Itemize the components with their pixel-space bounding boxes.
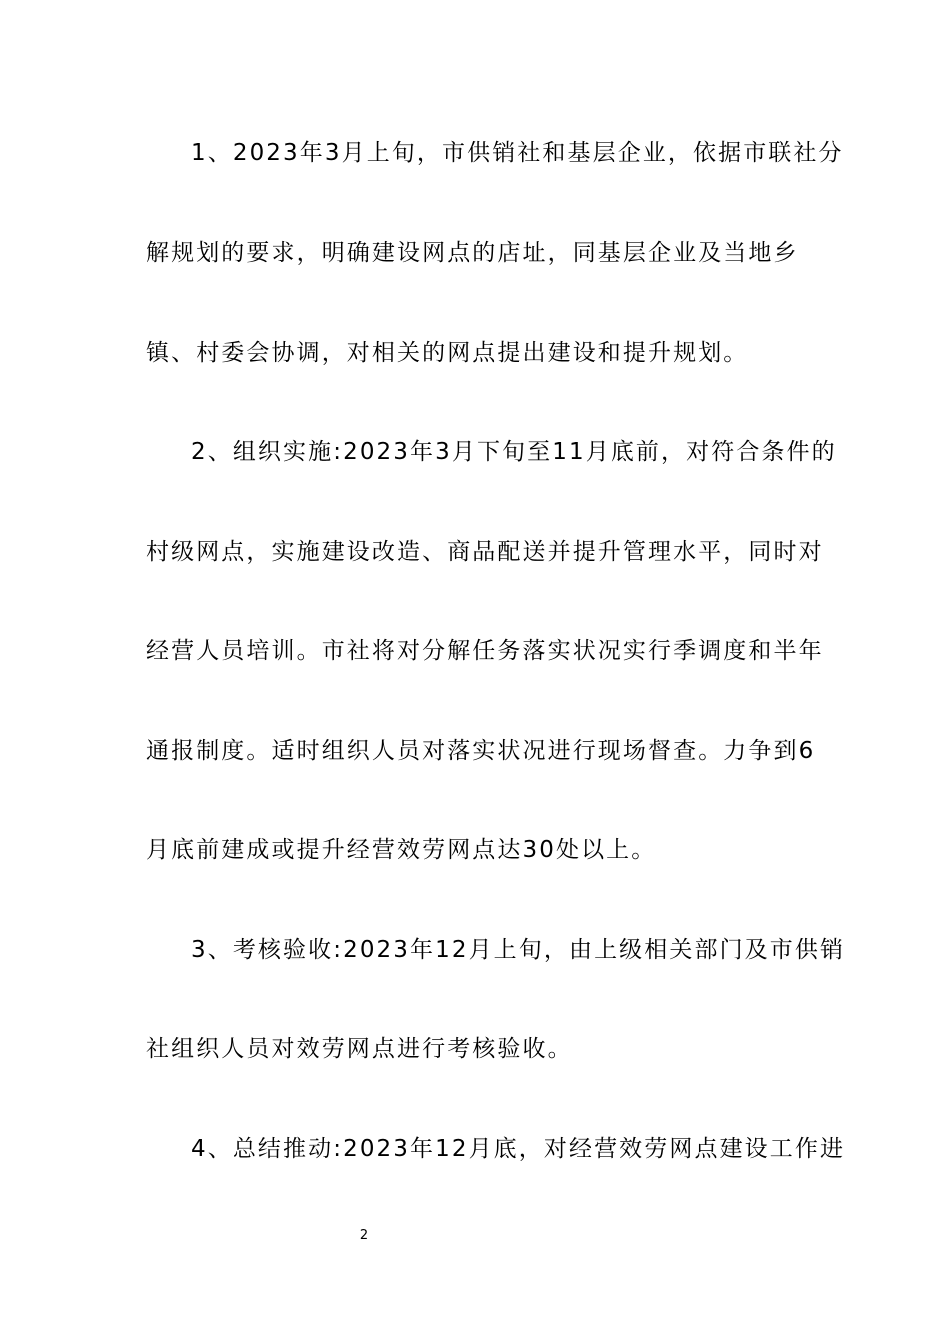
paragraph-2-line-2: 村级网点，实施建设改造、商品配送并提升管理水平，同时对 [146,539,824,565]
paragraph-1-line-2: 解规划的要求，明确建设网点的店址，同基层企业及当地乡 [146,240,799,266]
paragraph-2-line-5: 月底前建成或提升经营效劳网点达30处以上。 [146,837,657,863]
paragraph-3-line-1: 3、考核验收:2023年12月上旬，由上级相关部门及市供销 [191,937,846,963]
paragraph-3-line-2: 社组织人员对效劳网点进行考核验收。 [146,1036,573,1062]
paragraph-2-line-3: 经营人员培训。市社将对分解任务落实状况实行季调度和半年 [146,638,824,664]
paragraph-1-line-3: 镇、村委会协调，对相关的网点提出建设和提升规划。 [146,340,749,366]
paragraph-2-line-1: 2、组织实施:2023年3月下旬至11月底前，对符合条件的 [191,439,837,465]
paragraph-2-line-4: 通报制度。适时组织人员对落实状况进行现场督查。力争到6 [146,738,816,764]
page-number: 2 [359,1228,369,1243]
paragraph-1-line-1: 1、2023年3月上旬，市供销社和基层企业，依据市联社分 [191,140,844,166]
paragraph-4-line-1: 4、总结推动:2023年12月底，对经营效劳网点建设工作进 [191,1136,846,1162]
